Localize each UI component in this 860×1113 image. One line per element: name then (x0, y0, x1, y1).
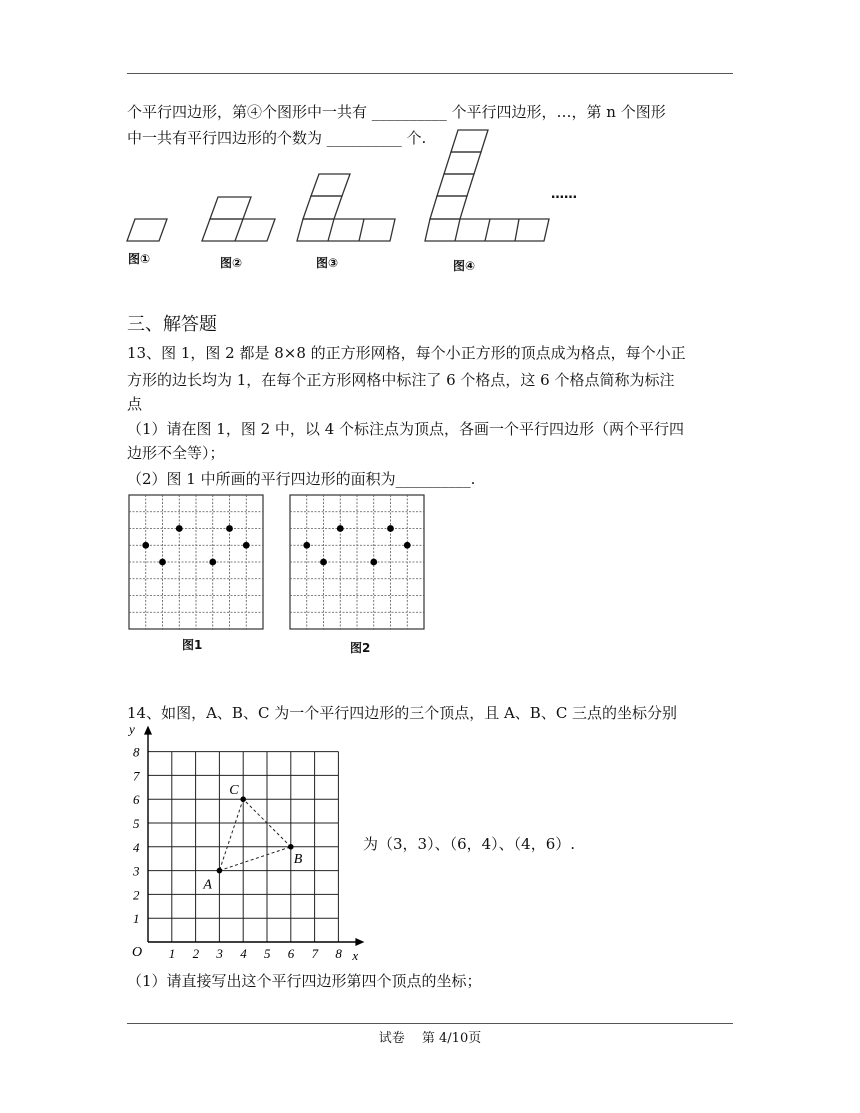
q13-line2: 方形的边长均为 1，在每个正方形网格中标注了 6 个格点，这 6 个格点简称为标注 (127, 371, 675, 389)
y-tick-label: 3 (133, 863, 140, 879)
q14-part1: （1）请直接写出这个平行四边形第四个顶点的坐标； (127, 972, 482, 990)
q12-line1: 个平行四边形，第④个图形中一共有 __________ 个平行四边形，…，第 n 个图形 (127, 103, 666, 121)
y-tick-label: 2 (133, 887, 140, 903)
q12-line2: 中一共有平行四边形的个数为 __________ 个. (127, 129, 427, 147)
y-axis-arrow (144, 726, 152, 735)
y-tick-label: 8 (133, 744, 140, 760)
origin-label: O (132, 945, 143, 960)
page-footer: 试卷 第 4/10页 (378, 1031, 482, 1046)
q13-part1-line1: （1）请在图 1，图 2 中，以 4 个标注点为顶点，各画一个平行四边形（两个平行四 (127, 420, 685, 438)
q13-line3: 点 (127, 395, 143, 413)
figure-label-4: 图④ (453, 259, 476, 273)
x-tick-label: 5 (264, 946, 271, 961)
x-tick-label: 2 (192, 946, 200, 961)
y-tick-label: 4 (133, 839, 140, 855)
figure-label-1: 图① (128, 252, 151, 266)
section-title: 三、解答题 (127, 314, 217, 335)
figure-label-3: 图③ (316, 256, 339, 270)
x-tick-label: 6 (287, 946, 295, 961)
q13-part1-line2: 边形不全等）； (127, 444, 225, 462)
point-label-B: B (293, 851, 303, 867)
q14-coords-text: 为（3，3）、（6，4）、（4，6）. (363, 835, 576, 853)
point-label-A: A (203, 877, 212, 893)
q14-line1: 14、如图，A、B、C 为一个平行四边形的三个顶点，且 A、B、C 三点的坐标分别 (127, 704, 678, 722)
dashed-edge-AB (219, 847, 290, 871)
point-B (288, 844, 294, 850)
point-A (217, 868, 223, 874)
y-tick-label: 1 (133, 911, 140, 927)
ellipsis: …… (551, 187, 577, 202)
point-C (240, 796, 246, 802)
x-axis-arrow (355, 938, 364, 946)
y-axis-label: y (129, 721, 135, 737)
dashed-edge-CA (219, 799, 243, 870)
grid-label-1: 图1 (182, 638, 203, 652)
y-tick-label: 5 (133, 816, 140, 831)
y-tick-label: 6 (133, 792, 140, 808)
footer-rule (127, 1023, 733, 1024)
grid-label-2: 图2 (350, 641, 371, 655)
x-tick-label: 3 (216, 946, 223, 961)
x-tick-label: 4 (240, 946, 247, 961)
figure-label-2: 图② (220, 256, 243, 270)
point-label-C: C (229, 783, 239, 799)
x-axis-label: x (352, 948, 359, 963)
x-tick-label: 7 (311, 946, 319, 961)
x-tick-label: 8 (335, 946, 342, 961)
q13-part2: （2）图 1 中所画的平行四边形的面积为__________. (127, 470, 476, 488)
q13-line1: 13、图 1，图 2 都是 8×8 的正方形网格，每个小正方形的顶点成为格点，每个小正 (127, 344, 686, 362)
x-tick-label: 1 (168, 946, 176, 961)
y-tick-label: 7 (133, 768, 140, 784)
